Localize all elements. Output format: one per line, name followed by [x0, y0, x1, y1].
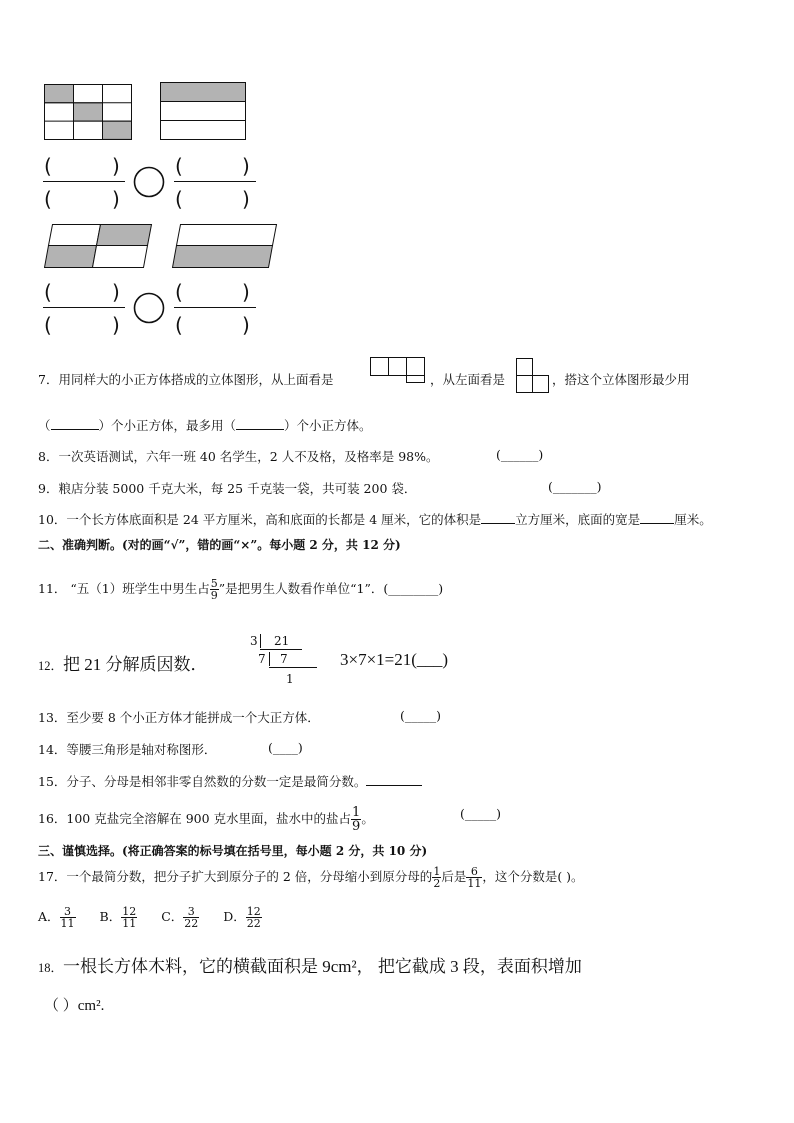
numerator: 5 [210, 577, 218, 590]
answer-blank[interactable] [236, 429, 284, 430]
question-13-answer[interactable]: (_____) [400, 708, 442, 723]
question-text: ”是把男生人数看作单位“1”． [218, 581, 384, 596]
question-text: 一根长方体木料，它的横截面积是 9cm²， 把它截成 3 段，表面积增加 [63, 957, 582, 976]
question-text: 立方厘米，底面的宽是 [515, 512, 641, 527]
fraction-bar [43, 181, 125, 182]
paren-close: ) [242, 187, 250, 211]
question-text: 10．一个长方体底面积是 24 平方厘米，高和底面的长都是 4 厘米，它的体积是 [38, 512, 482, 527]
question-number: 7． [38, 372, 59, 387]
question-12 [38, 650, 208, 675]
paren-open: ( [44, 313, 52, 337]
paren-close: ) [242, 154, 250, 178]
question-text: 8．一次英语测试，六年一班 40 名学生，2 人不及格，及格率是 98%。 [38, 449, 439, 464]
question-8-answer[interactable]: (______) [496, 447, 544, 462]
question-9 [38, 479, 416, 497]
answer-blank[interactable]: (________) [383, 581, 444, 596]
question-10 [38, 510, 712, 528]
answer-blank[interactable] [640, 523, 674, 524]
question-text: ，从左面看是 [430, 372, 506, 387]
paren-open: ( [44, 187, 52, 211]
question-12-result [340, 650, 448, 670]
top-view-figure [370, 357, 428, 383]
grid-rectangle-figure [44, 84, 132, 140]
parallelogram-quarters-figure [44, 224, 154, 268]
question-text: “五（1）班学生中男生占 [70, 581, 210, 596]
remainder: 1 [286, 672, 294, 686]
fraction [466, 866, 482, 889]
question-8 [38, 447, 439, 465]
question-text: 16．100 克盐完全溶解在 900 克水里面，盐水中的盐占 [38, 811, 352, 826]
question-7-cont2 [552, 370, 690, 388]
numerator: 6 [466, 866, 482, 878]
question-17-options [38, 906, 262, 929]
fraction [121, 906, 137, 929]
question-text: ，这个分数是( )。 [482, 869, 584, 884]
question-7-line2 [38, 416, 372, 434]
division-line [269, 667, 317, 668]
paren-close: ) [112, 280, 120, 304]
denominator: 9 [352, 819, 361, 834]
fraction [210, 578, 219, 601]
question-text: （ [38, 418, 51, 433]
section-3-title: 三、谨慎选择。(将正确答案的标号填在括号里，每小题 2 分，共 10 分) [38, 844, 428, 858]
question-11 [38, 578, 443, 601]
numerator: 12 [246, 905, 261, 918]
fraction-bar [174, 307, 256, 308]
denominator: 9 [210, 589, 218, 602]
question-18 [38, 952, 582, 977]
paren-open: ( [44, 154, 52, 178]
section-2-title: 二、准确判断。(对的画“√”，错的画“×”。每小题 2 分，共 12 分) [38, 538, 401, 552]
paren-close: ) [242, 280, 250, 304]
paren-close: ) [112, 313, 120, 337]
denominator: 22 [184, 917, 199, 930]
paren-open: ( [175, 187, 183, 211]
quotient: 7 [280, 652, 288, 666]
denominator: 22 [246, 917, 261, 930]
question-text: 14．等腰三角形是轴对称图形． [38, 742, 217, 757]
numerator: 1 [433, 865, 441, 878]
option-c[interactable]: C． $\frac{3}{22}$ [161, 905, 199, 930]
paren-open: ( [175, 280, 183, 304]
question-14-answer[interactable]: (____) [268, 740, 303, 755]
denominator: 11 [122, 917, 137, 930]
question-text: 13．至少要 8 个小正方体才能拼成一个大正方体． [38, 710, 320, 725]
question-text: 用同样大的小正方体搭成的立体图形，从上面看是 [58, 372, 334, 387]
question-9-answer[interactable]: (_______) [548, 479, 602, 494]
question-17 [38, 866, 584, 889]
option-d[interactable]: D． $\frac{12}{22}$ [223, 905, 261, 930]
question-7 [38, 370, 333, 388]
question-text: 17．一个最简分数，把分子扩大到原分子的 2 倍，分母缩小到原分母的 [38, 869, 433, 884]
paren-close: ) [242, 313, 250, 337]
divisor: 7 [258, 652, 266, 666]
question-7-cont [430, 370, 505, 388]
answer-blank[interactable] [51, 429, 99, 430]
numerator: 1 [352, 805, 361, 820]
question-text: 后是 [441, 869, 467, 884]
question-text: 厘米。 [674, 512, 712, 527]
question-text: ）个小正方体，最多用（ [98, 418, 237, 433]
parallelogram-halves-figure [172, 224, 278, 268]
fraction-bar [174, 181, 256, 182]
question-number: 12． [38, 659, 64, 673]
question-13 [38, 708, 320, 726]
question-15 [38, 772, 422, 790]
fraction [432, 866, 441, 889]
divisor: 3 [250, 634, 258, 648]
question-text: 。 [361, 811, 374, 826]
question-text: ）个小正方体。 [284, 418, 372, 433]
paren-close: ) [112, 154, 120, 178]
paren-open: ( [44, 280, 52, 304]
denominator: 2 [433, 877, 441, 890]
numerator: 3 [60, 906, 76, 918]
question-number: 18． [38, 961, 64, 975]
division-bracket [260, 634, 262, 648]
question-text: 9．粮店分装 5000 千克大米，每 25 千克装一袋，共可装 200 袋． [38, 481, 417, 496]
numerator: 3 [183, 906, 199, 918]
fraction [183, 906, 199, 929]
question-text: 3×7×1=21 [340, 650, 412, 669]
answer-blank[interactable] [481, 523, 515, 524]
division-line [260, 649, 302, 650]
fraction [246, 906, 262, 929]
denominator: 11 [60, 917, 75, 930]
fraction-bar [43, 307, 125, 308]
answer-blank[interactable] [366, 785, 422, 786]
fraction [351, 806, 361, 833]
question-text: 把 21 分解质因数． [63, 655, 208, 674]
dividend: 21 [274, 634, 290, 648]
option-b[interactable]: B． $\frac{12}{11}$ [99, 905, 137, 930]
answer-blank[interactable]: (___) [411, 650, 449, 669]
left-view-figure [516, 358, 550, 394]
numerator: 12 [122, 905, 137, 918]
division-bracket [269, 652, 271, 666]
question-number: 11． [38, 581, 67, 596]
paren-open: ( [175, 313, 183, 337]
short-division [248, 634, 320, 690]
question-text: ，搭这个立体图形最少用 [552, 372, 690, 387]
denominator: 11 [467, 877, 482, 890]
striped-rectangle-figure [160, 82, 246, 140]
option-a[interactable]: A． $\frac{3}{11}$ [38, 905, 75, 930]
question-16 [38, 806, 374, 833]
paren-close: ) [112, 187, 120, 211]
compare-circle[interactable] [133, 166, 165, 198]
paren-open: ( [175, 154, 183, 178]
question-14 [38, 740, 216, 758]
question-text: 15．分子、分母是相邻非零自然数的分数一定是最简分数。 [38, 774, 367, 789]
compare-circle[interactable] [133, 292, 165, 324]
question-16-answer[interactable]: (_____) [460, 806, 502, 821]
question-18-line2[interactable]: （ ）cm². [44, 998, 105, 1014]
fraction [60, 906, 76, 929]
